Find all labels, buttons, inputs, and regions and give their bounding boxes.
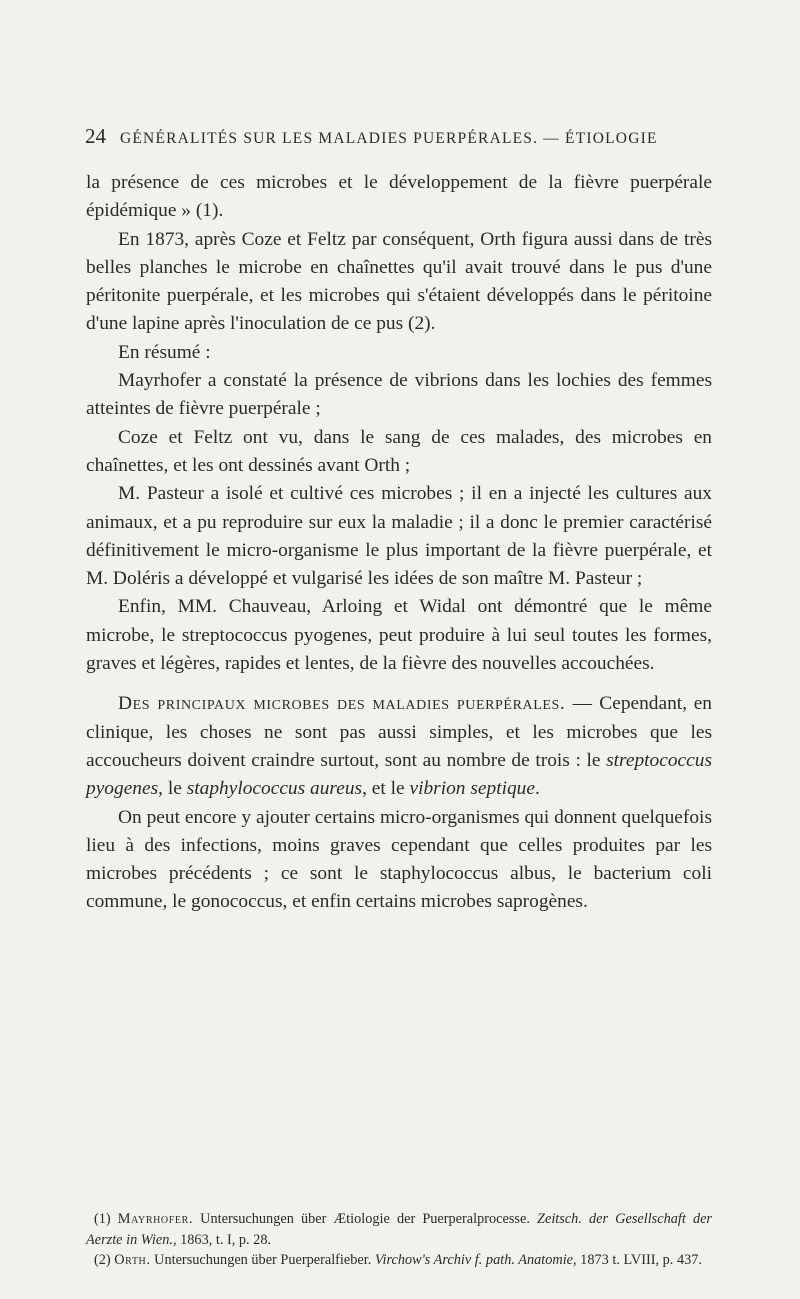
paragraph: M. Pasteur a isolé et cultivé ces microbes ; il en a injecté les cultures aux animaux, et a pu reproduire sur eux la maladie ; il a donc le premier caractérisé définitivement le micro-organisme le plus important de la fièvre puerpérale, et M. Doléris a développé et vulgarisé les idées de son maître M. Pasteur ; (86, 483, 712, 590)
footnote-text: Untersuchungen über Puerperalfieber. (150, 1252, 375, 1268)
page-number: 24 (85, 124, 106, 148)
paragraph-text: Cependant, en clinique, les choses ne sont pas aussi simples, et les microbes que les accoucheurs doivent craindre surtout, sont au nombre de trois : le (86, 693, 712, 771)
paragraph: En 1873, après Coze et Feltz par conséquent, Orth figura aussi dans de très belles planches le microbe en chaînettes qu'il avait trouvé dans le pus d'une péritonite puerpérale, et les microbes qui s'étaient développés dans le péritoine d'une lapine après l'inoculation de ce pus (2). (86, 228, 712, 335)
footnote-journal: Zeitsch. der Gesellschaft der Aerzte in Wien. (86, 1211, 712, 1248)
footnote-author: Mayrhofer. (117, 1211, 194, 1227)
footnote-author: Orth. (114, 1252, 151, 1268)
footnotes (86, 1209, 712, 1271)
species-name: vibrion septique (409, 778, 535, 800)
paragraph: Mayrhofer a constaté la présence de vibrions dans les lochies des femmes atteintes de fièvre puerpérale ; (86, 370, 712, 420)
footnote-text: Untersuchungen über Ætiologie der Puerperalprocesse. (193, 1211, 538, 1227)
paragraph: la présence de ces microbes et le développement de la fièvre puerpérale épidémique » (1). (86, 172, 712, 222)
main-text (86, 169, 712, 917)
footnote-text: , 1873 t. LVIII, p. 437. (573, 1252, 702, 1268)
paragraph: En résumé : (118, 341, 211, 363)
paragraph-text: , le (158, 778, 187, 800)
species-name: staphylococcus aureus (186, 778, 363, 800)
species-name: streptococcus pyogenes (86, 749, 712, 800)
footnote-marker: (1) (94, 1211, 118, 1227)
paragraph-text: . (534, 778, 540, 800)
footnote-marker: (2) (94, 1252, 115, 1268)
footnote-journal: Virchow's Archiv f. path. Anatomie (374, 1252, 574, 1268)
footnote (86, 1209, 712, 1250)
paragraph: Enfin, MM. Chauveau, Arloing et Widal ont démontré que le même microbe, le streptococcus pyogenes, peut produire à lui seul toutes les formes, graves et légères, rapides et lentes, de la fièvre des nouvelles accouchées. (86, 596, 712, 675)
footnote-text: , 1863, t. I, p. 28. (172, 1231, 272, 1248)
footnote (86, 1250, 712, 1271)
section-paragraph (86, 690, 712, 803)
section-heading: Des principaux microbes des maladies puerpérales. — (118, 693, 593, 715)
running-title: GÉNÉRALITÉS SUR LES MALADIES PUERPÉRALES. — ÉTIOLOGIE (120, 130, 658, 147)
paragraph: On peut encore y ajouter certains micro-organismes qui donnent quelquefois lieu à des infections, moins graves cependant que celles produites par les microbes précédents ; ce sont le staphylococcus albus, le bacterium coli commune, le gonococcus, et enfin certains microbes saprogènes. (86, 806, 712, 913)
paragraph-text: , et le (362, 778, 410, 800)
running-header (85, 124, 713, 149)
paragraph: Coze et Feltz ont vu, dans le sang de ces malades, des microbes en chaînettes, et les ont dessinés avant Orth ; (86, 426, 712, 476)
